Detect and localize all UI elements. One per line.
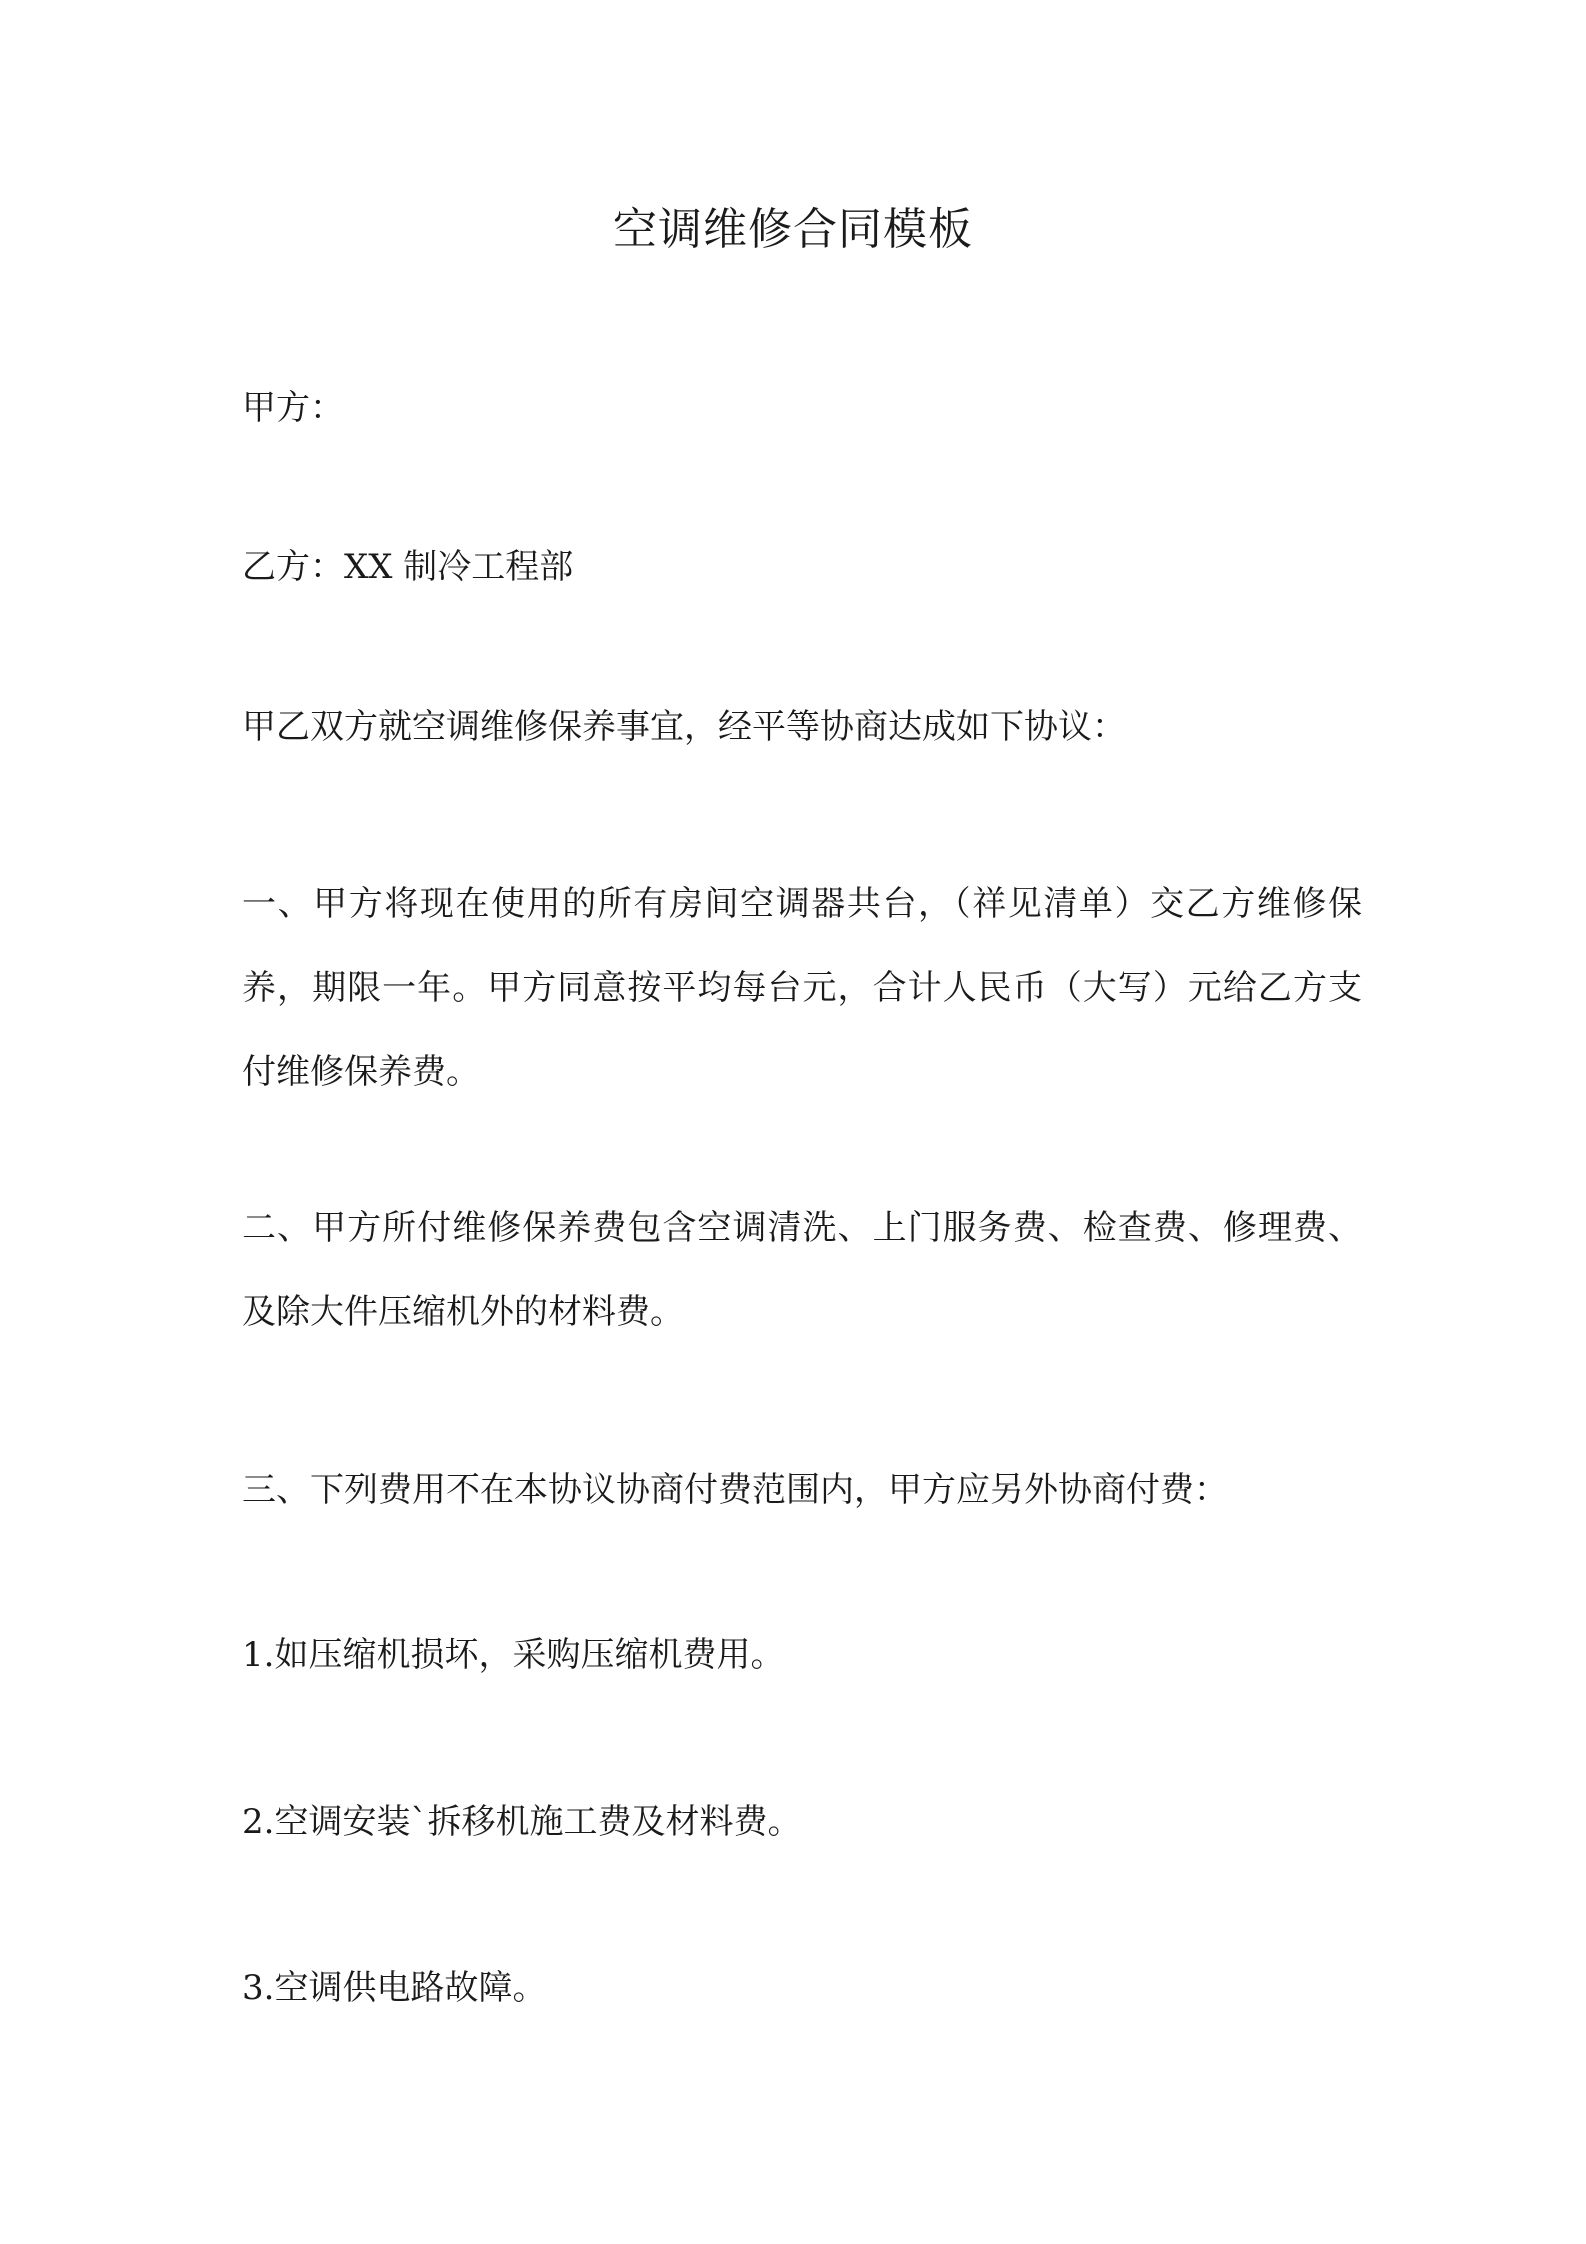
list-item-1: 1.如压缩机损坏，采购压缩机费用。: [242, 1635, 785, 1675]
clause-1-paragraph: 一、甲方将现在使用的所有房间空调器共台，（祥见清单）交乙方维修保养，期限一年。甲方同意按平均每台元，合计人民币（大写）元给乙方支付维修保养费。: [242, 884, 1362, 1092]
list-item-3: 3.空调供电路故障。: [242, 1968, 547, 2008]
party-b-line: 乙方：XX 制冷工程部: [242, 547, 574, 587]
list-item-2: 2.空调安装`拆移机施工费及材料费。: [242, 1802, 802, 1842]
party-a-line: 甲方：: [242, 388, 344, 428]
clause-3-paragraph: 三、下列费用不在本协议协商付费范围内，甲方应另外协商付费：: [242, 1470, 1228, 1510]
document-title: 空调维修合同模板: [613, 204, 973, 255]
intro-paragraph: 甲乙双方就空调维修保养事宜，经平等协商达成如下协议：: [242, 707, 1126, 747]
clause-2-paragraph: 二、甲方所付维修保养费包含空调清洗、上门服务费、检查费、修理费、及除大件压缩机外的材料费。: [242, 1208, 1362, 1332]
